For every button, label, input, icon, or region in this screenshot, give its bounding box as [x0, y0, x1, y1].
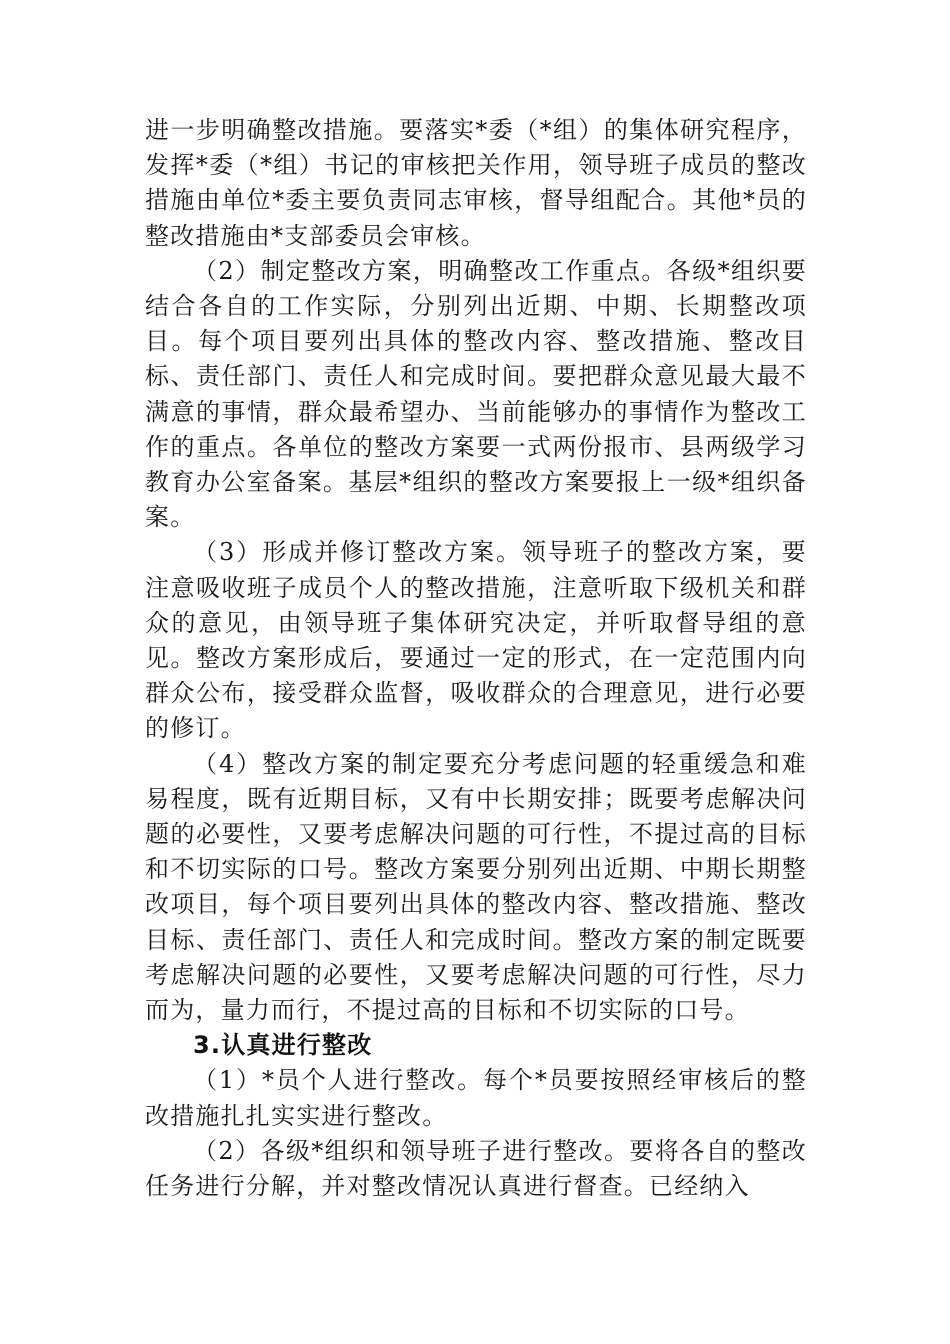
- paragraph-continuation: 进一步明确整改措施。要落实*委（*组）的集体研究程序，发挥*委（*组）书记的审核把关作用，领导班子成员的整改措施由单位*委主要负责同志审核，督导组配合。其他*员的整改措施由*支部委员会审核。: [145, 116, 807, 250]
- section-heading: 3.认真进行整改: [193, 1031, 373, 1060]
- paragraph-step-2: （2）各级*组织和领导班子进行整改。要将各自的整改任务进行分解，并对整改情况认真进行督查。已经纳入: [145, 1136, 807, 1201]
- paragraph-step-1: （1）*员个人进行整改。每个*员要按照经审核后的整改措施扎扎实实进行整改。: [145, 1066, 807, 1130]
- paragraph-item-2: （2）制定整改方案，明确整改工作重点。各级*组织要结合各自的工作实际，分别列出近期、中期、长期整改项目。每个项目要列出具体的整改内容、整改措施、整改目标、责任部门、责任人和完成时间。要把群众意见最大最不满意的事情，群众最希望办、当前能够办的事情作为整改工作的重点。各单位的整改方案要一式两份报市、县两级学习教育办公室备案。基层*组织的整改方案要报上一级*组织备案。: [145, 256, 807, 532]
- paragraph-item-4: （4）整改方案的制定要充分考虑问题的轻重缓急和难易程度，既有近期目标，又有中长期安排；既要考虑解决问题的必要性，又要考虑解决问题的可行性，不提过高的目标和不切实际的口号。整改方案要分别列出近期、中期长期整改项目，每个项目要列出具体的整改内容、整改措施、整改目标、责任部门、责任人和完成时间。整改方案的制定既要考虑解决问题的必要性，又要考虑解决问题的可行性，尽力而为，量力而行，不提过高的目标和不切实际的口号。: [145, 749, 807, 1025]
- document-body: [145, 113, 807, 1204]
- paragraph-item-3: （3）形成并修订整改方案。领导班子的整改方案，要注意吸收班子成员个人的整改措施，注意听取下级机关和群众的意见，由领导班子集体研究决定，并听取督导组的意见。整改方案形成后，要通过一定的形式，在一定范围内向群众公布，接受群众监督，吸收群众的合理意见，进行必要的修订。: [145, 538, 807, 743]
